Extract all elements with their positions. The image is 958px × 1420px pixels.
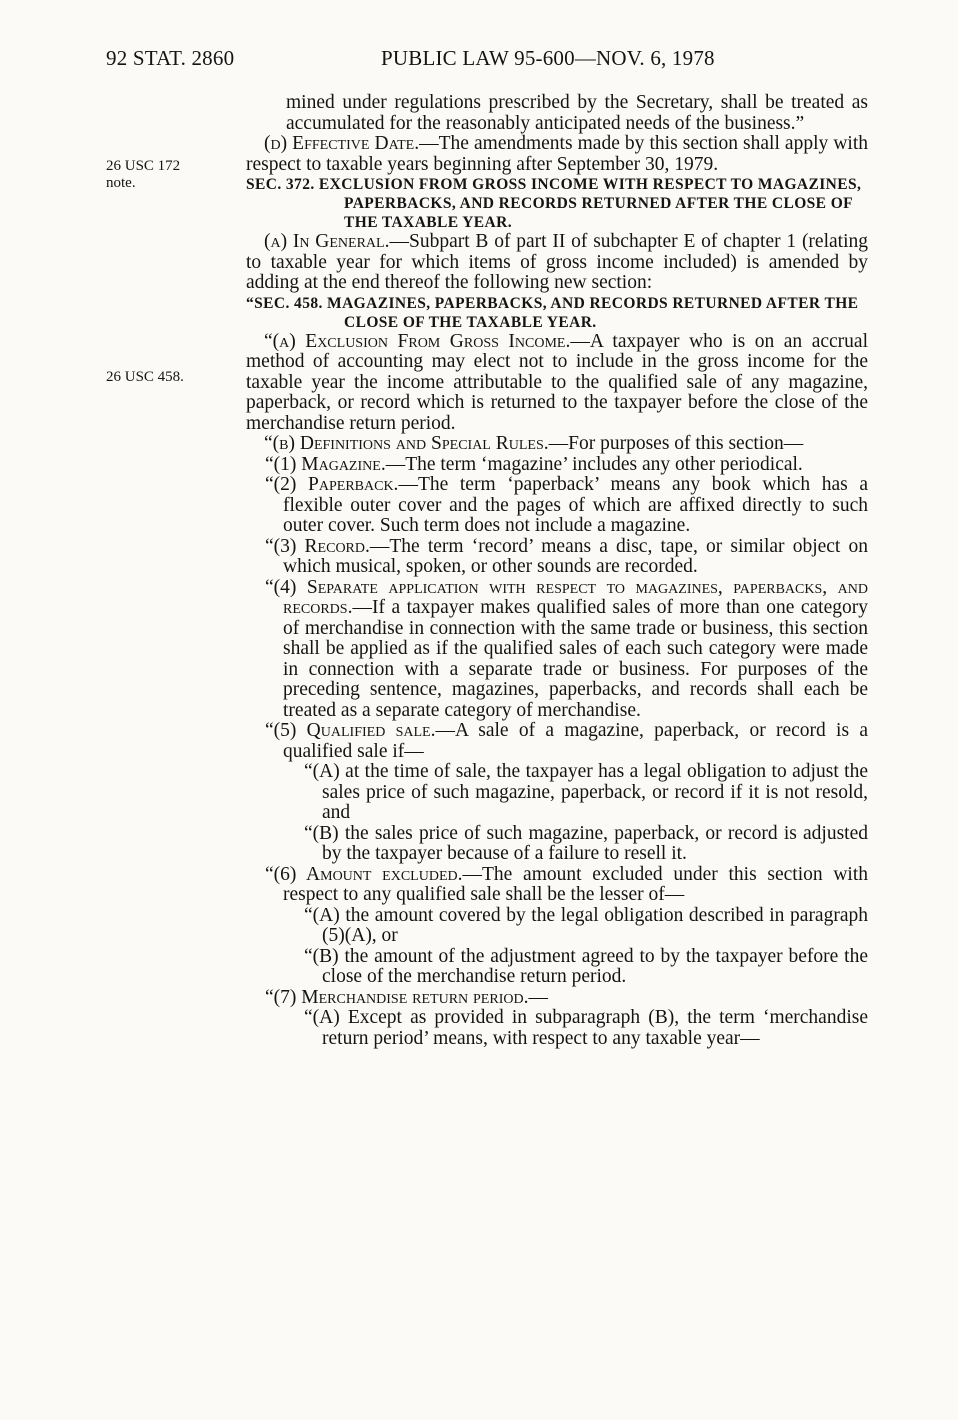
paragraph-5 bbox=[246, 721, 868, 762]
paragraph-3-text: —The term ‘record’ means a disc, tape, or similar object on which musical, spoken, or other sounds are recorded. bbox=[283, 535, 868, 577]
margin-citation-458: 26 USC 458. bbox=[106, 369, 184, 385]
subparagraph-5B: “(B) the sales price of such magazine, paperback, or record is adjusted by the taxpayer because of a failure to resell it. bbox=[304, 822, 868, 864]
paragraph-2 bbox=[246, 475, 868, 537]
margin-citation-172-line1: 26 USC 172 bbox=[106, 158, 181, 174]
subsection-a-heading: (a) In General. bbox=[264, 231, 390, 252]
paragraph-1-heading: “(1) Magazine. bbox=[265, 453, 386, 475]
continued-paragraph: mined under regulations prescribed by the Secretary, shall be treated as accumulated for the reasonably anticipated needs of the business.” bbox=[286, 92, 868, 134]
subsection-d-heading: (d) Effective Date. bbox=[264, 133, 420, 154]
quoted-subsection-b bbox=[246, 434, 868, 455]
paragraph-5-heading: “(5) Qualified sale. bbox=[265, 720, 436, 741]
paragraph-1-text: —The term ‘magazine’ includes any other periodical. bbox=[385, 453, 803, 475]
paragraph-4-heading: “(4) Separate application with respect to magazines, paperbacks, and records. bbox=[265, 576, 868, 618]
paragraph-2-heading: “(2) Paperback. bbox=[265, 474, 399, 495]
subparagraph-6A: “(A) the amount covered by the legal obligation described in paragraph (5)(A), or bbox=[304, 904, 868, 946]
paragraph-3-heading: “(3) Record. bbox=[265, 535, 370, 557]
quoted-subsection-b-heading: “(b) Definitions and Special Rules. bbox=[264, 433, 549, 454]
subparagraph-5A: “(A) at the time of sale, the taxpayer has a legal obligation to adjust the sales price of such magazine, paperback, or record if it is not resold, and bbox=[304, 761, 868, 823]
section-372-heading: SEC. 372. EXCLUSION FROM GROSS INCOME WITH RESPECT TO MAGAZINES, PAPERBACKS, AND RECORDS RETURNED AFTER THE CLOSE OF THE TAXABLE YEAR. bbox=[246, 176, 862, 231]
document-body bbox=[246, 93, 868, 1049]
paragraph-6 bbox=[246, 865, 868, 906]
paragraph-6-heading: “(6) Amount excluded. bbox=[265, 863, 463, 885]
paragraph-7 bbox=[246, 988, 868, 1009]
quoted-subsection-a-heading: “(a) Exclusion From Gross Income. bbox=[264, 330, 571, 352]
margin-citation-172-line2: note. bbox=[106, 175, 136, 191]
page-running-header: PUBLIC LAW 95-600—NOV. 6, 1978 bbox=[381, 46, 715, 70]
quoted-subsection-a-text: —A taxpayer who is on an accrual method of accounting may elect not to include in the gross income for the taxable year the income attributable to the qualified sale of any magazine, paperback, or record which is returned to the taxpayer before the close of the merchandise return period. bbox=[246, 330, 868, 434]
subsection-a-text: —Subpart B of part II of subchapter E of chapter 1 (relating to taxable year for which items of gross income included) is amended by adding at the end thereof the following new section: bbox=[246, 231, 868, 293]
paragraph-7-text: — bbox=[528, 986, 548, 1008]
subsection-d-text: —The amendments made by this section shall apply with respect to taxable years beginning after September 30, 1979. bbox=[246, 133, 868, 175]
subparagraph-6B: “(B) the amount of the adjustment agreed to by the taxpayer before the close of the merchandise return period. bbox=[304, 945, 868, 987]
paragraph-5-text: —A sale of a magazine, paperback, or record is a qualified sale if— bbox=[283, 720, 868, 762]
quoted-subsection-b-text: —For purposes of this section— bbox=[548, 433, 804, 454]
section-458-heading: “SEC. 458. MAGAZINES, PAPERBACKS, AND RECORDS RETURNED AFTER THE CLOSE OF THE TAXABLE YEAR. bbox=[246, 294, 859, 331]
subparagraph-7A: “(A) Except as provided in subparagraph (B), the term ‘merchandise return period’ means, with respect to any taxable year— bbox=[304, 1007, 868, 1049]
paragraph-1 bbox=[246, 455, 868, 476]
margin-citation-172 bbox=[106, 158, 180, 192]
paragraph-7-heading: “(7) Merchandise return period. bbox=[265, 986, 529, 1008]
paragraph-4-text: —If a taxpayer makes qualified sales of more than one category of merchandise in connection with the same trade or business, this section shall be applied as if the qualified sales of each such category were made in connection with a separate trade or business. For purposes of the preceding sentence, magazines, paperbacks, and records shall each be treated as a separate category of merchandise. bbox=[283, 597, 868, 721]
quoted-subsection-a bbox=[246, 332, 868, 435]
paragraph-3 bbox=[246, 537, 868, 578]
page-stat-number: 92 STAT. 2860 bbox=[106, 46, 235, 70]
paragraph-6-text: —The amount excluded under this section with respect to any qualified sale shall be the lesser of— bbox=[283, 863, 869, 905]
paragraph-4 bbox=[246, 578, 868, 722]
subsection-a bbox=[246, 232, 868, 294]
paragraph-2-text: —The term ‘paperback’ means any book which has a flexible outer cover and the pages of which are affixed directly to such outer cover. Such term does not include a magazine. bbox=[283, 474, 869, 536]
subsection-d bbox=[246, 134, 868, 175]
